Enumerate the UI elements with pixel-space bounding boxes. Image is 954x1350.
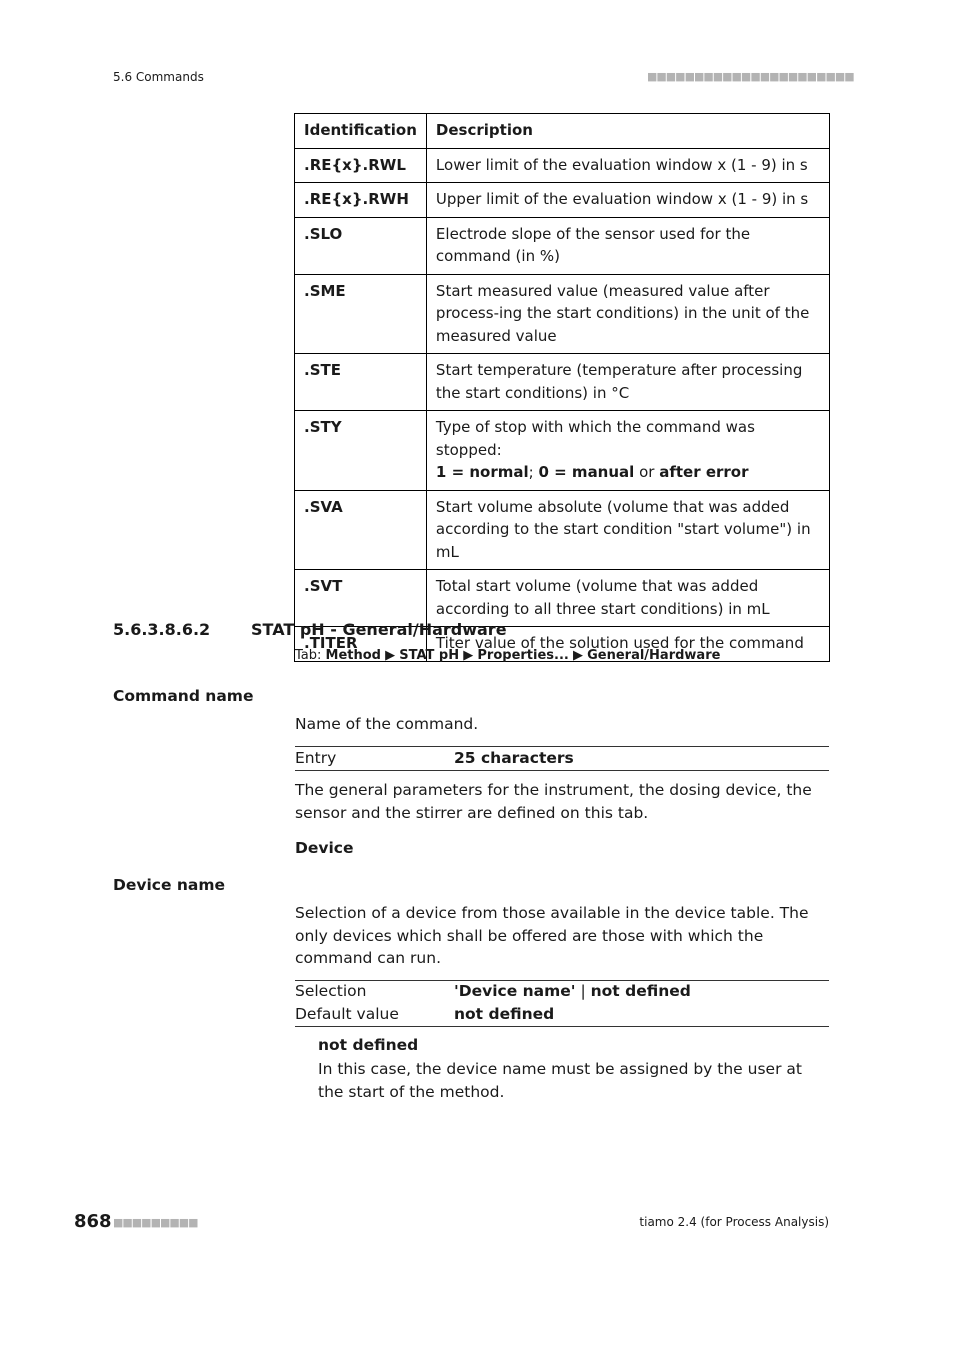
entry-key: Entry xyxy=(295,749,337,767)
table-cell-id: .STE xyxy=(295,354,427,411)
footer-dots: ■■■■■■■■■ xyxy=(113,1216,198,1229)
tab-path xyxy=(295,648,720,663)
selection-value-device-name: 'Device name' xyxy=(454,982,576,1000)
tab-path-method: Method xyxy=(325,648,381,663)
option-not-defined-text: In this case, the device name must be assigned by the user at the start of the method. xyxy=(318,1060,802,1101)
tab-path-prefix: Tab: xyxy=(295,648,326,663)
tab-path-sep: ▶ xyxy=(381,648,400,663)
device-subheading: Device xyxy=(295,839,354,857)
general-parameters-note: The general parameters for the instrument, the dosing device, the sensor and the stirrer are defined on this tab. xyxy=(295,781,812,822)
running-header-dots: ■■■■■■■■■■■■■■■■■■■■■■ xyxy=(647,70,854,83)
selection-definition xyxy=(295,980,829,1026)
table-row xyxy=(295,148,830,183)
section-number: 5.6.3.8.6.2 xyxy=(113,620,211,639)
table-header-row xyxy=(295,114,830,149)
footer-product: tiamo 2.4 (for Process Analysis) xyxy=(639,1215,829,1229)
sty-desc-text: Type of stop with which the command was stopped: xyxy=(435,418,755,459)
table-cell-id: .RE{x}.RWH xyxy=(295,183,427,218)
entry-rule-bottom xyxy=(295,770,829,771)
command-name-description: Name of the command. xyxy=(295,715,479,733)
table-cell-id: .SVT xyxy=(295,570,427,627)
table-cell-desc: Electrode slope of the sensor used for the command (in %) xyxy=(426,217,829,274)
section-title: STAT pH - General/Hardware xyxy=(251,620,507,639)
table-cell-desc: Start measured value (measured value after process-ing the start conditions) in the unit of the measured value xyxy=(426,274,829,354)
table-cell-id: .STY xyxy=(295,411,427,491)
entry-definition xyxy=(295,747,829,770)
tab-path-sep: ▶ xyxy=(568,648,588,663)
selection-separator: | xyxy=(575,982,591,1000)
table-cell-id: .SLO xyxy=(295,217,427,274)
sty-or: or xyxy=(634,463,660,481)
sty-manual: 0 = manual xyxy=(538,463,635,481)
device-name-label: Device name xyxy=(113,876,226,894)
table-cell-desc: Upper limit of the evaluation window x (1 - 9) in s xyxy=(426,183,829,218)
sty-normal: 1 = normal xyxy=(435,463,529,481)
selection-values xyxy=(454,980,691,1002)
table-header-description: Description xyxy=(426,114,829,149)
identification-table xyxy=(294,113,830,662)
tab-path-sep: ▶ xyxy=(459,648,478,663)
table-cell-id: .SVA xyxy=(295,490,427,570)
running-header-section: 5.6 Commands xyxy=(113,70,204,84)
table-cell-desc: Lower limit of the evaluation window x (1 - 9) in s xyxy=(426,148,829,183)
sty-after-error: after error xyxy=(659,463,749,481)
selection-key: Selection xyxy=(295,982,367,1000)
command-name-label: Command name xyxy=(113,687,254,705)
tab-path-stat-ph: STAT pH xyxy=(399,648,460,663)
table-header-identification: Identification xyxy=(295,114,427,149)
table-cell-id: .TITER xyxy=(295,627,427,662)
device-name-description: Selection of a device from those available in the device table. The only devices which shall be offered are those with which the command can run. xyxy=(295,904,809,967)
table-row xyxy=(295,490,830,570)
page-number: 868 xyxy=(74,1211,112,1232)
default-value: not defined xyxy=(454,1005,555,1023)
sty-sep: ; xyxy=(528,463,539,481)
table-row xyxy=(295,183,830,218)
table-cell-desc: Start temperature (temperature after processing the start conditions) in °C xyxy=(426,354,829,411)
table-cell-id: .SME xyxy=(295,274,427,354)
table-row xyxy=(295,217,830,274)
table-cell-desc xyxy=(426,411,829,491)
default-value-key: Default value xyxy=(295,1005,399,1023)
table-row xyxy=(295,570,830,627)
entry-value: 25 characters xyxy=(454,749,574,767)
option-not-defined-title: not defined xyxy=(318,1036,419,1054)
table-row xyxy=(295,354,830,411)
table-cell-desc: Start volume absolute (volume that was added according to the start condition "start volume") in mL xyxy=(426,490,829,570)
table-cell-desc: Titer value of the solution used for the command xyxy=(426,627,829,662)
tab-path-properties: Properties... xyxy=(477,648,569,663)
tab-path-general-hardware: General/Hardware xyxy=(587,648,721,663)
table-row xyxy=(295,411,830,491)
selection-rule-bottom xyxy=(295,1026,829,1027)
table-cell-id: .RE{x}.RWL xyxy=(295,148,427,183)
table-row xyxy=(295,274,830,354)
selection-value-not-defined: not defined xyxy=(590,982,691,1000)
table-cell-desc: Total start volume (volume that was added according to all three start conditions) in mL xyxy=(426,570,829,627)
